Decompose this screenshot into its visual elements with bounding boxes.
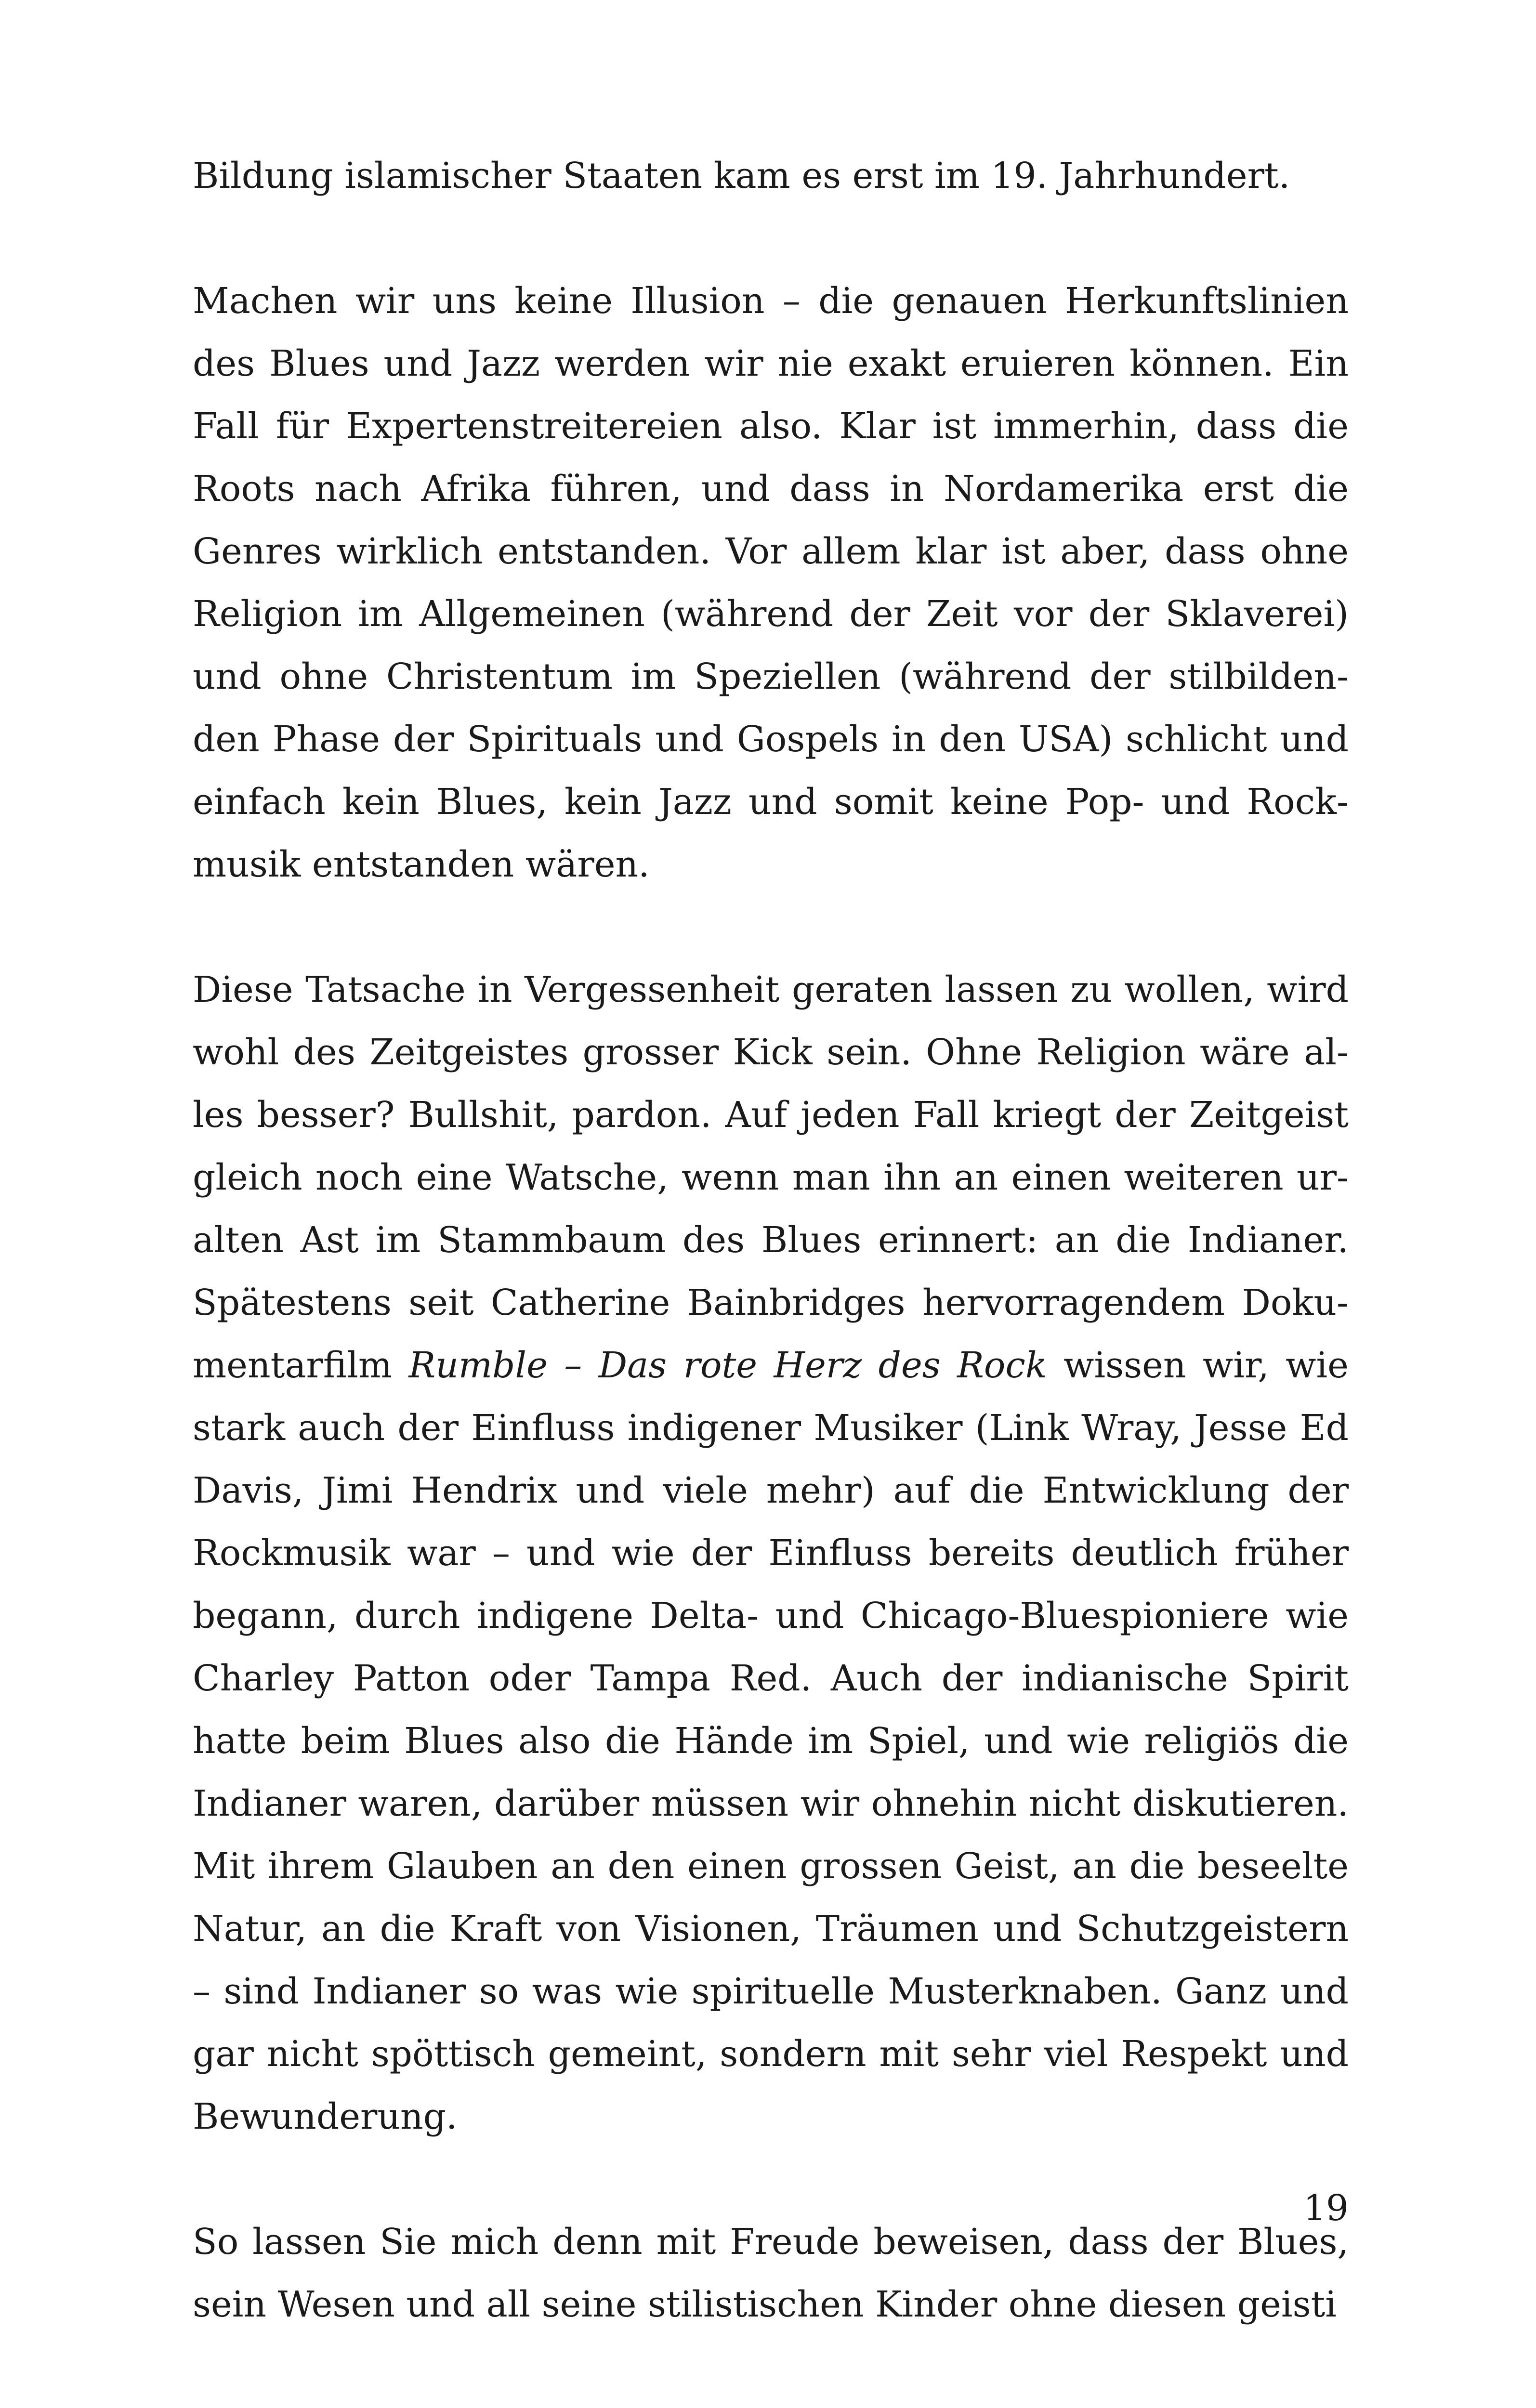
paragraph-4: So lassen Sie mich denn mit Freude beweisen, dass der Blues, sein Wesen und all seine stilistischen Kinder ohne diesen geisti — [193, 2221, 1349, 2325]
page-number: 19 — [1303, 2187, 1349, 2229]
paragraph-2: Machen wir uns keine Illusion – die genauen Herkunftslinien des Blues und Jazz werden wir nie exakt eruieren können. Ein Fall für Expertenstreitereien also. Klar ist immerhin, dass die Roots nach Afrika führen, und dass in Nordamerika erst die Genres wirklich entstanden. Vor allem klar ist aber, dass ohne Religion im Allgemeinen (während der Zeit vor der Sklaverei) und ohne Christentum im Speziellen (während der stilbildenden Phase der Spirituals und Gospels in den USA) schlicht und einfach kein Blues, kein Jazz und somit keine Pop- und Rockmusik entstanden wären. — [193, 280, 1349, 885]
paragraph-3-part-2: wissen wir, wie stark auch der Einfluss indigener Musiker (Link Wray, Jesse Ed Davis, Jimi Hendrix und viele mehr) auf die Entwicklung der Rockmusik war – und wie der Einfluss bereits deutlich früher begann, durch indigene Delta- und Chicago-Bluespioniere wie Charley Patton oder Tampa Red. Auch der indianische Spirit hatte beim Blues also die Hände im Spiel, und wie religiös die Indianer waren, darüber müssen wir ohnehin nicht diskutieren. Mit ihrem Glauben an den einen grossen Geist, an die beseelte Natur, an die Kraft von Visionen, Träumen und Schutzgeistern – sind Indianer so was wie spirituelle Musterknaben. Ganz und gar nicht spöttisch gemeint, sondern mit sehr viel Respekt und Bewunderung. — [193, 1345, 1349, 2137]
paragraph-3 — [193, 958, 1349, 2148]
paragraph-3-part-1: Diese Tatsache in Vergessenheit geraten lassen zu wollen, wird wohl des Zeitgeistes grosser Kick sein. Ohne Religion wäre alles besser? Bullshit, pardon. Auf jeden Fall kriegt der Zeitgeist gleich noch eine Watsche, wenn man ihn an einen weiteren uralten Ast im Stammbaum des Blues erinnert: an die Indianer. Spätestens seit Catherine Bainbridges hervorragendem Dokumentarfilm — [193, 969, 1349, 1386]
paragraph-1: Bildung islamischer Staaten kam es erst im 19. Jahrhundert. — [193, 155, 1290, 196]
body-text — [193, 144, 1349, 2336]
film-title: Rumble – Das rote Herz des Rock — [408, 1345, 1047, 1386]
